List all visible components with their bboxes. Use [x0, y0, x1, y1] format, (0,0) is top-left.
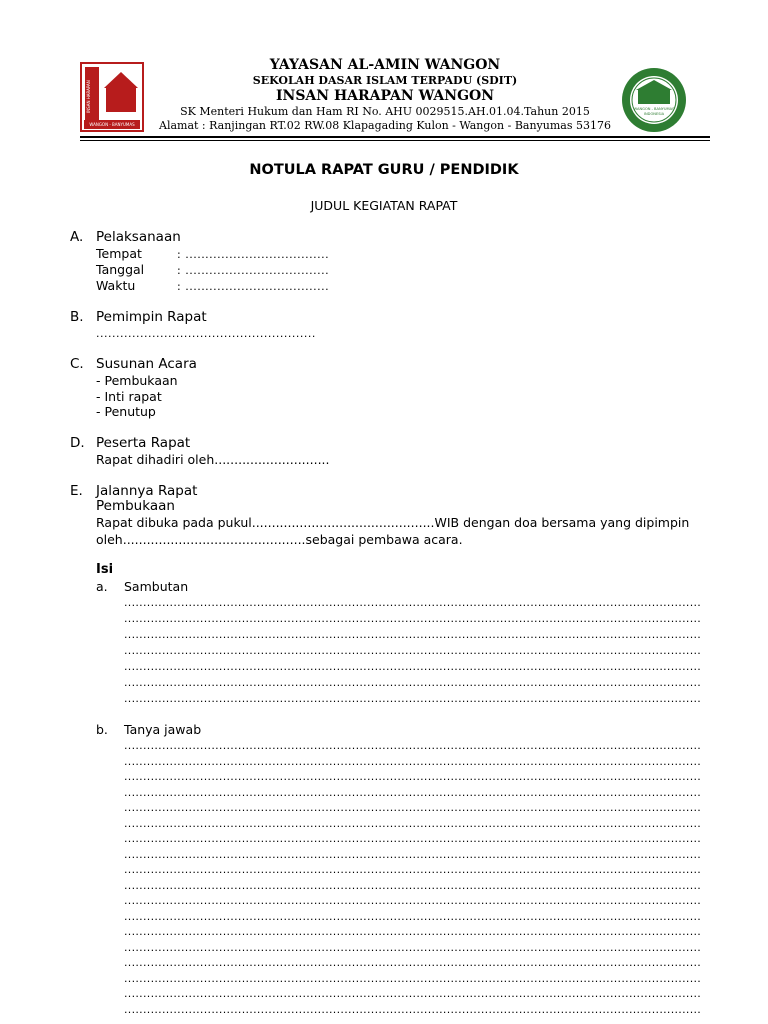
dotted-writing-line[interactable]: ........................................................................................................................................................	[124, 739, 702, 752]
dotted-writing-line[interactable]: ........................................................................................................................................................	[124, 956, 702, 969]
pembukaan-heading: Pembukaan	[96, 498, 175, 514]
section-b-marker: B.	[70, 309, 84, 325]
dotted-writing-line[interactable]: ........................................................................................................................................................	[124, 754, 702, 768]
dotted-writing-line[interactable]: ........................................................................................................................................................	[124, 660, 702, 673]
section-c-marker: C.	[70, 356, 84, 372]
school-type: SEKOLAH DASAR ISLAM TERPADU (SDIT)	[252, 74, 518, 87]
waktu-label: Waktu	[96, 278, 136, 293]
section-d-heading: Peserta Rapat	[96, 435, 191, 451]
dotted-writing-line[interactable]: ........................................................................................................................................................	[124, 676, 702, 689]
logo-left-building-icon	[106, 86, 136, 112]
dotted-writing-line[interactable]: ........................................................................................................................................................	[124, 987, 702, 1000]
tempat-field[interactable]: : ....................................	[177, 248, 330, 261]
section-d-marker: D.	[70, 435, 85, 451]
pembukaan-paragraph-line1[interactable]: Rapat dibuka pada pukul..............................................WIB dengan doa bersama yang dipimpin	[96, 515, 690, 530]
dotted-writing-line[interactable]: ........................................................................................................................................................	[124, 770, 702, 783]
dotted-writing-line[interactable]: ........................................................................................................................................................	[124, 612, 702, 625]
section-a-marker: A.	[70, 229, 84, 245]
dotted-writing-line[interactable]: ........................................................................................................................................................	[124, 847, 702, 861]
tanggal-field[interactable]: : ....................................	[177, 264, 330, 277]
waktu-field[interactable]: : ....................................	[177, 280, 330, 293]
tanya-jawab-marker: b.	[96, 722, 108, 737]
dotted-writing-line[interactable]: ........................................................................................................................................................	[124, 909, 702, 923]
sambutan-marker: a.	[96, 579, 108, 594]
dotted-writing-line[interactable]: ........................................................................................................................................................	[124, 816, 702, 830]
dotted-writing-line[interactable]: ........................................................................................................................................................	[124, 894, 702, 907]
school-address: Alamat : Ranjingan RT.02 RW.08 Klapagading Kulon - Wangon - Banyumas 53176	[159, 119, 611, 132]
logo-left-vertical-text: INSAN HARAPAN	[86, 80, 91, 114]
dotted-writing-line[interactable]: ........................................................................................................................................................	[124, 878, 702, 892]
section-c-heading: Susunan Acara	[96, 356, 197, 372]
dotted-writing-line[interactable]: ........................................................................................................................................................	[124, 801, 702, 814]
decree-number: SK Menteri Hukum dan Ham RI No. AHU 0029515.AH.01.04.Tahun 2015	[180, 105, 590, 118]
letterhead-rule-thin	[80, 140, 710, 141]
agenda-item: - Inti rapat	[96, 389, 162, 404]
tempat-label: Tempat	[96, 246, 142, 261]
dotted-writing-line[interactable]: ........................................................................................................................................................	[124, 863, 702, 876]
dotted-writing-line[interactable]: ........................................................................................................................................................	[124, 644, 702, 657]
section-e-heading: Jalannya Rapat	[96, 483, 198, 499]
dotted-writing-line[interactable]: ........................................................................................................................................................	[124, 692, 702, 705]
dotted-writing-line[interactable]: ........................................................................................................................................................	[124, 971, 702, 985]
school-logo-left	[80, 62, 144, 132]
pembukaan-paragraph-line2[interactable]: oleh..............................................sebagai pembawa acara.	[96, 532, 463, 547]
dotted-writing-line[interactable]: ........................................................................................................................................................	[124, 940, 702, 954]
sambutan-label: Sambutan	[124, 579, 189, 594]
school-logo-right	[620, 66, 688, 134]
school-name: INSAN HARAPAN WANGON	[275, 88, 495, 104]
logo-right-subcaption: INDONESIA	[643, 112, 665, 116]
logo-left-caption: WANGON - BANYUMAS	[84, 120, 140, 129]
letterhead-rule-thick	[80, 136, 710, 138]
agenda-item: - Pembukaan	[96, 373, 178, 388]
document-title: NOTULA RAPAT GURU / PENDIDIK	[249, 162, 519, 178]
document-subtitle: JUDUL KEGIATAN RAPAT	[310, 198, 458, 213]
tanya-jawab-label: Tanya jawab	[124, 722, 202, 737]
dotted-writing-line[interactable]: ........................................................................................................................................................	[124, 596, 702, 609]
section-b-heading: Pemimpin Rapat	[96, 309, 207, 325]
foundation-name: YAYASAN AL-AMIN WANGON	[269, 57, 501, 73]
isi-heading: Isi	[96, 562, 114, 577]
section-a-heading: Pelaksanaan	[96, 229, 181, 245]
agenda-item: - Penutup	[96, 404, 156, 419]
dotted-writing-line[interactable]: ........................................................................................................................................................	[124, 1002, 702, 1016]
section-e-marker: E.	[70, 483, 83, 499]
dotted-writing-line[interactable]: ........................................................................................................................................................	[124, 925, 702, 938]
peserta-field[interactable]: Rapat dihadiri oleh.............................	[96, 452, 330, 467]
dotted-writing-line[interactable]: ........................................................................................................................................................	[124, 832, 702, 845]
dotted-writing-line[interactable]: ........................................................................................................................................................	[124, 785, 702, 799]
logo-right-caption: WANGON - BANYUMAS	[633, 107, 675, 111]
tanggal-label: Tanggal	[96, 262, 145, 277]
dotted-writing-line[interactable]: ........................................................................................................................................................	[124, 628, 702, 641]
pemimpin-field[interactable]: .......................................................	[96, 327, 316, 340]
